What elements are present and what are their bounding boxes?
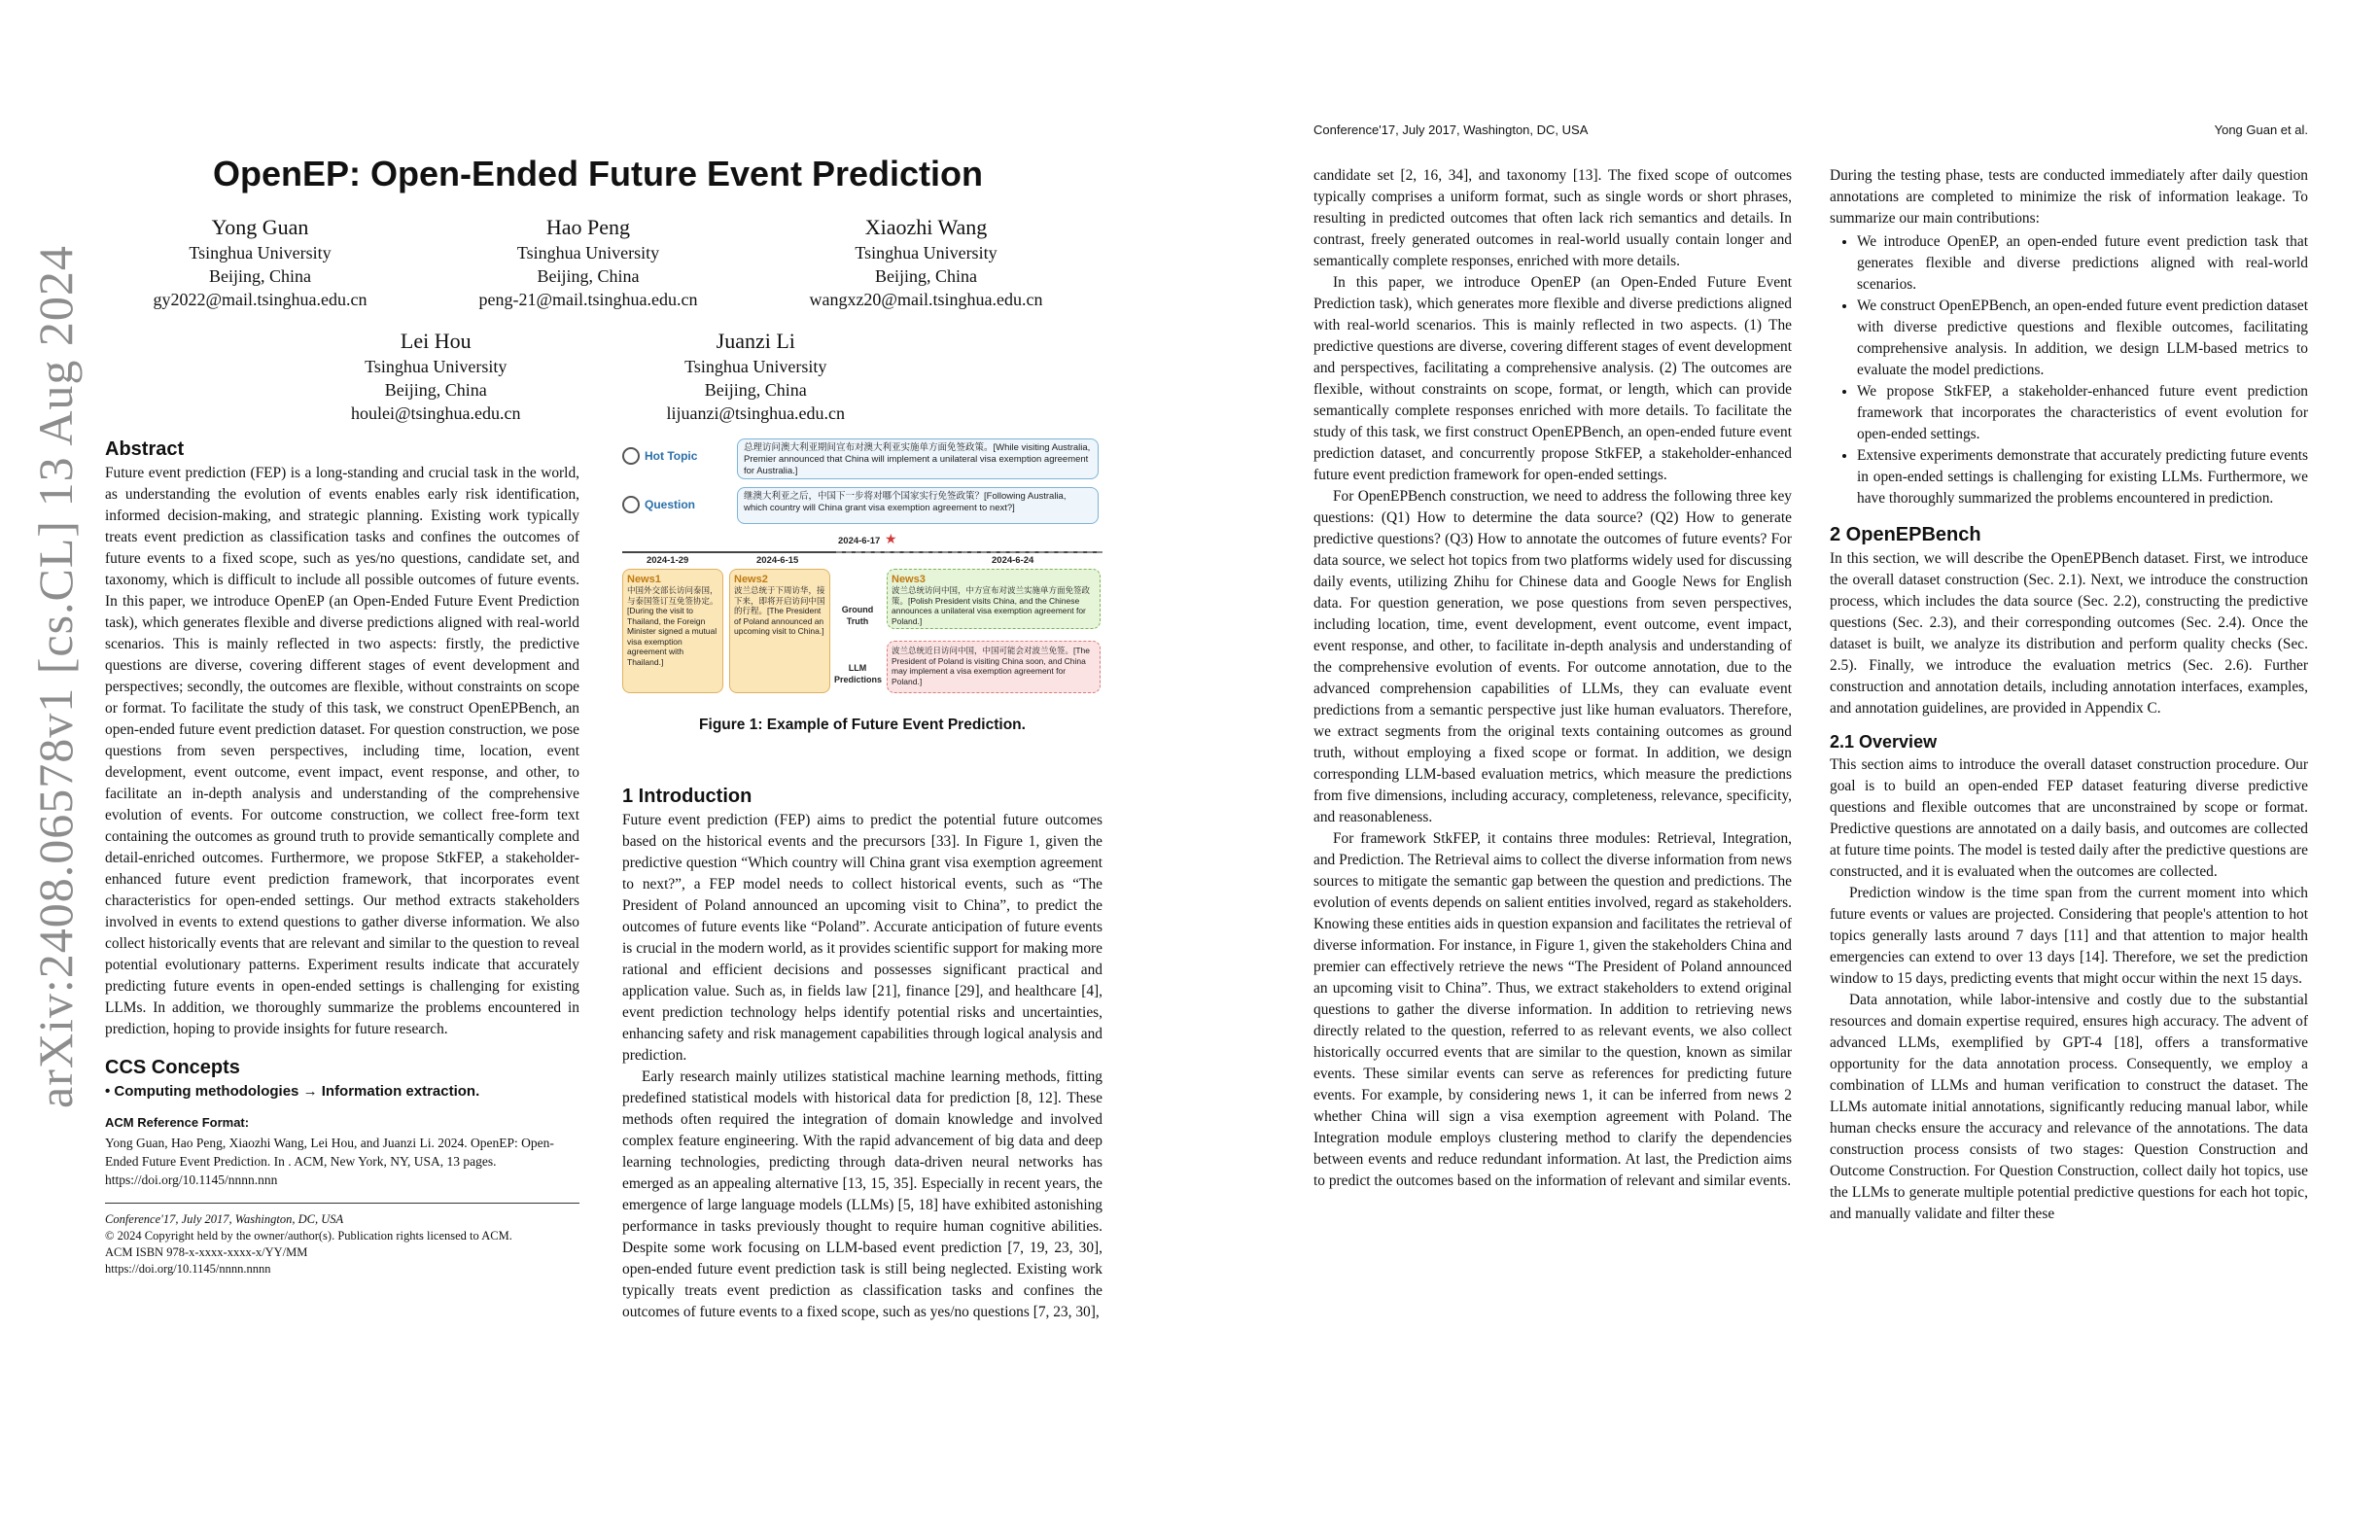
paragraph: This section aims to introduce the overall dataset construction procedure. Our goal is to build an open-ended FEP dataset featuring diverse predictive questions and flexible outcomes that are unconstrained by scope or format. Predictive questions are annotated on a daily basis, and outcomes are collected at future time points. The model is tested daily after the predictive questions are constructed, and it is evaluated when the outcomes are collected. xyxy=(1830,756,2308,880)
list-item: • We introduce OpenEP, an open-ended future event prediction task that generates flexible and diverse predictions aligned with real-world scenarios. xyxy=(1857,231,2308,296)
author-location: Beijing, China xyxy=(208,266,311,286)
author-location: Beijing, China xyxy=(874,266,977,286)
paragraph: Prediction window is the time span from the current moment into which future events or values are projected. Considering that people's attention to hot topics generally lasts around 7 days [11] and that attention to major health emergencies can extend to over 13 days [14]. Therefore, we set the prediction window to 15 days, predicting events that might occur within the next 15 days. xyxy=(1830,885,2308,987)
author-affiliation: Tsinghua University xyxy=(516,243,660,262)
news3-label: News3 xyxy=(892,574,926,585)
author-name: Juanzi Li xyxy=(716,329,795,353)
footnote-conference: Conference'17, July 2017, Washington, DC, USA xyxy=(105,1212,344,1226)
paragraph: For framework StkFEP, it contains three modules: Retrieval, Integration, and Prediction. The Retrieval aims to collect the diverse information from news sources to mitigate the semantic gap between the question and predictions. The evolution of events depends on salient entities involved, regard as stakeholders. Knowing these entities aids in question expansion and facilitates the retrieval of diverse information. For instance, in Figure 1, given the stakeholders China and premier can effectively retrieve the news “The President of Poland announced an upcoming visit to China”. Thus, we extract stakeholders to extend original questions to gather the diverse information. In addition to retrieving news directly related to the question, referred to as relevant events, we also collect historically occurred events that are similar to the question, known as similar events. These similar events can serve as references for predicting future events. For example, by considering news 1, it can be inferred from news 2 whether China will sign a visa exemption agreement with Poland. The Integration module employs clustering method to clarify the dependencies between events and reduce redundant information. At last, the Prediction aims to predict the outcomes based on the information of relevant and similar events. xyxy=(1313,830,1792,1189)
figure-caption: Figure 1: Example of Future Event Prediction. xyxy=(699,717,1026,733)
author-location: Beijing, China xyxy=(384,380,487,400)
date-2: 2024-6-15 xyxy=(756,555,799,566)
paper-title: OpenEP: Open-Ended Future Event Prediction xyxy=(212,154,984,193)
news1-card xyxy=(622,569,723,693)
timeline-future xyxy=(836,551,1102,553)
paragraph: Data annotation, while labor-intensive and costly due to the substantial resources and domain expertise required, ensures high accuracy. The advent of advanced LLMs, exemplified by GPT-4 [18], offers a transformative opportunity for the data annotation process. Consequently, we employ a combination of LLMs and human verification to construct the dataset. The LLMs automate initial annotations, significantly reducing manual labor, while human checks ensure the accuracy and relevance of the annotations. The data construction process consists of two stages: Question Construction and Outcome Construction. For Question Construction, collect daily hot topics, use the LLMs to generate multiple potential predictive questions for each hot topic, and manually validate and filter these xyxy=(1830,992,2308,1222)
llm-prediction-text: 波兰总统近日访问中国，中国可能会对波兰免签。[The President of Poland is visiting China soon, and China may implement a visa exemption agreement for Poland.] xyxy=(892,646,1091,686)
footnote-rule xyxy=(105,1203,579,1204)
author-block xyxy=(809,214,1042,311)
author-block xyxy=(478,214,697,311)
author-block xyxy=(153,214,367,311)
list-item: • We construct OpenEPBench, an open-ended future event prediction dataset with diverse predictive questions and flexible outcomes, facilitating comprehensive analysis. In addition, we design LLM-based metrics to evaluate the model predictions. xyxy=(1857,296,2308,381)
author-location: Beijing, China xyxy=(704,380,807,400)
author-location: Beijing, China xyxy=(537,266,640,286)
ccs-heading: CCS Concepts xyxy=(105,1057,240,1078)
right-page xyxy=(1190,0,2380,1540)
footnote-copyright: © 2024 Copyright held by the owner/author(s). Publication rights licensed to ACM. xyxy=(105,1229,512,1242)
section-2-heading: 2 OpenEPBench xyxy=(1830,524,1981,545)
hot-topic-label: Hot Topic xyxy=(645,449,698,463)
author-email: lijuanzi@tsinghua.edu.cn xyxy=(666,403,846,423)
intro-paragraph-2: Early research mainly utilizes statistical machine learning methods, fitting predefined statistical models with historical data for prediction [8, 12]. These methods often required the integration of domain knowledge and involved complex feature engineering. With the rapid advancement of big data and deep learning technologies, predicting through data-driven neural networks has emerged as an appealing alternative [13, 15, 35]. Especially in recent years, the emergence of large language models (LLMs) [5, 18] have exhibited astonishing performance in tasks previously thought to require human cognitive abilities. Despite some work focusing on LLM-based event prediction [7, 19, 23, 30], open-ended future event prediction task is still being neglected. Existing work typically treats event prediction as classification tasks and confines the outcomes of future events to a fixed scope, such as yes/no questions [7, 23, 30], xyxy=(622,1068,1102,1320)
question-tag xyxy=(622,493,729,516)
ground-truth-label: Ground Truth xyxy=(841,605,874,626)
author-email: peng-21@mail.tsinghua.edu.cn xyxy=(478,290,698,309)
author-email: houlei@tsinghua.edu.cn xyxy=(350,403,521,423)
news2-text: 波兰总统于下周访华，接下来，即将开启访问中国的行程。[The President of Poland announced an upcoming visit to China.] xyxy=(734,585,825,636)
robot-icon xyxy=(622,496,640,513)
acm-reference-heading: ACM Reference Format: xyxy=(105,1115,250,1130)
author-block xyxy=(667,328,846,425)
running-head-left: Conference'17, July 2017, Washington, DC, USA xyxy=(1313,122,1589,137)
left-column-1 xyxy=(105,436,579,1278)
star-icon: ★ xyxy=(885,533,897,547)
date-1: 2024-1-29 xyxy=(647,555,689,566)
right-column-2 xyxy=(1830,165,2308,1225)
author-name: Hao Peng xyxy=(545,215,631,239)
paragraph: In this paper, we introduce OpenEP (an Open-Ended Future Event Prediction task), which generates more flexible and diverse predictions aligned with real-world scenarios. This is mainly reflected in two aspects. (1) The predictive questions are diverse, covering different stages of event development and perspectives, facilitating a comprehensive analysis. (2) The outcomes are flexible, without constraints on scope, format, or length, which can provide semantically complete responses enriched with more details. To facilitate the study of this task, we first construct OpenEPBench, an open-ended future event prediction dataset, and concurrently propose StkFEP, a stakeholder-enhanced future event prediction framework for open-ended settings. xyxy=(1313,274,1792,483)
paragraph: In this section, we will describe the OpenEPBench dataset. First, we introduce the overall dataset construction (Sec. 2.1). Next, we introduce the construction process, which includes the data source (Sec. 2.2), constructing the predictive questions (Sec. 2.3), and their corresponding outcomes (Sec. 2.4). Once the dataset is built, we analyze its distribution and perform quality checks (Sec. 2.5). Finally, we introduce the evaluation metrics (Sec. 2.6). Further construction and annotation details, including annotation interfaces, examples, and annotation guidelines, are provided in Appendix C. xyxy=(1830,550,2308,717)
news3-card xyxy=(887,569,1101,629)
acm-reference-text: Yong Guan, Hao Peng, Xiaozhi Wang, Lei Hou, and Juanzi Li. 2024. OpenEP: Open-Ended Future Event Prediction. In . ACM, New York, NY, USA, 13 pages. https://doi.org/10.1145/nnnn.nnn xyxy=(105,1136,554,1187)
left-column-2 xyxy=(622,783,1102,1323)
authors-row-1 xyxy=(97,214,1099,311)
paragraph: candidate set [2, 16, 34], and taxonomy [13]. The fixed scope of outcomes typically comprises a uniform format, such as single words or short phrases, resulting in predicted outcomes that often lack rich semantics and details. In contrast, freely generated outcomes in real-world usually contain longer and semantically complete responses, enriched with more details. xyxy=(1313,167,1792,269)
paragraph: During the testing phase, tests are conducted immediately after daily question annotations are completed to minimize the risk of information leakage. To summarize our main contributions: xyxy=(1830,167,2308,227)
author-name: Xiaozhi Wang xyxy=(864,215,988,239)
author-affiliation: Tsinghua University xyxy=(855,243,998,262)
question-label: Question xyxy=(645,498,696,511)
author-affiliation: Tsinghua University xyxy=(189,243,332,262)
llm-predictions-label: LLM Predictions xyxy=(834,663,883,684)
footnote-doi: https://doi.org/10.1145/nnnn.nnnn xyxy=(105,1262,271,1276)
paragraph: For OpenEPBench construction, we need to address the following three key questions: (Q1) How to determine the data source? (Q2) How to generate predictive questions? (Q3) How to annotate the outcomes of future events? For data source, we select hot topics from two platforms widely used for discussing daily events, utilizing Zhihu for Chinese data and Google News for English data. For question generation, we pose questions from seven perspectives, including location, time, event development, event outcome, event impact, event response, and other, to facilitate in-depth analysis and understanding of the comprehensive evolution of events. For outcome annotation, due to the advanced comprehension capabilities of LLMs, they can evaluate event predictions from a semantic perspective just like human evaluators. Therefore, we extract segments from the original texts containing outcomes as ground truth, without employing a fixed scope or format. In addition, we design corresponding LLM-based evaluation metrics, which measure the predictions from five dimensions, including accuracy, completeness, relevance, specificity, and reasonableness. xyxy=(1313,488,1792,825)
arxiv-stamp: arXiv:2408.06578v1 [cs.CL] 13 Aug 2024 xyxy=(28,245,83,1108)
hot-topic-text: 总理访问澳大利亚期间宣布对澳大利亚实施单方面免签政策。[While visiting Australia, Premier announced that China will implement a unilateral visa exemption agreement for Australia.] xyxy=(744,442,1091,476)
figure-1 xyxy=(622,433,1102,715)
date-3: 2024-6-24 xyxy=(992,555,1034,566)
intro-heading: 1 Introduction xyxy=(622,786,752,807)
abstract-heading: Abstract xyxy=(105,438,185,460)
news3-text: 波兰总统访问中国，中方宣布对波兰实施单方面免签政策。[Polish President visits China, and the Chinese announces a unilateral visa exemption agreement for Poland.] xyxy=(892,585,1091,626)
running-head-right: Yong Guan et al. xyxy=(2214,122,2308,137)
news1-label: News1 xyxy=(627,574,661,585)
news2-card xyxy=(729,569,830,693)
question-text: 继澳大利亚之后，中国下一步将对哪个国家实行免签政策？[Following Australia, which country will China grant visa exemption agreement to next?] xyxy=(744,491,1067,513)
author-name: Lei Hou xyxy=(400,329,472,353)
abstract-text: Future event prediction (FEP) is a long-standing and crucial task in the world, as understanding the evolution of events enables early risk identification, informed decision-making, and strategic planning. Existing work typically treats event prediction as classification tasks and confines the outcomes of future events to a fixed scope, such as yes/no questions, candidate set, and taxonomy, which is difficult to include all possible outcomes of future events. In this paper, we introduce OpenEP (an Open-Ended Future Event Prediction task), which generates flexible and diverse predictions aligned with real-world scenarios. This is mainly reflected in two aspects: firstly, the predictive questions are diverse, covering different stages of event development and perspectives; secondly, the outcomes are flexible, without constraints on scope or format. To facilitate the study of this task, we construct OpenEPBench, an open-ended future event prediction dataset. For question construction, we pose questions from seven perspectives, including time, location, event development, event outcome, event impact, event response, and other, to facilitate an in-depth analysis and understanding of the comprehensive evolution of events. For outcome construction, we collect free-form text containing the outcomes as ground truth to provide semantically complete and detail-enriched outcomes. Furthermore, we propose StkFEP, a stakeholder-enhanced future event prediction framework, that incorporates event characteristics for open-ended settings. Our method extracts stakeholders involved in events to extend questions to gather diverse information. We also collect historically events that are relevant and similar to the question to reveal potential evolutionary patterns. Experiment results indicate that accurately predicting future events in open-ended settings is challenging for existing LLMs. In addition, we thoroughly summarize the problems encountered in prediction, hoping to provide insights for future research. xyxy=(105,465,579,1037)
robot-icon xyxy=(622,447,640,465)
author-affiliation: Tsinghua University xyxy=(684,357,827,376)
author-block xyxy=(351,328,521,425)
author-affiliation: Tsinghua University xyxy=(365,357,508,376)
ccs-concepts: • Computing methodologies → Information extraction. xyxy=(105,1083,480,1100)
hot-topic-box xyxy=(737,438,1099,479)
list-item: • We propose StkFEP, a stakeholder-enhanced future event prediction framework that incorporates the characteristics of event evolution for open-ended settings. xyxy=(1857,381,2308,445)
section-2-1-heading: 2.1 Overview xyxy=(1830,732,1938,752)
date-now: 2024-6-17 xyxy=(838,536,881,546)
author-name: Yong Guan xyxy=(211,215,309,239)
question-box xyxy=(737,487,1099,524)
hot-topic-tag xyxy=(622,444,729,468)
llm-prediction-card xyxy=(887,641,1101,693)
list-item: • Extensive experiments demonstrate that accurately predicting future events in open-ended settings is challenging for existing LLMs. Furthermore, we have thoroughly summarized the problems encountered in prediction. xyxy=(1857,445,2308,509)
author-email: gy2022@mail.tsinghua.edu.cn xyxy=(153,290,368,309)
news1-text: 中国外交部长访问泰国，与泰国签订互免签协定。[During the visit to Thailand, the Foreign Minister signed a mutual visa exemption agreement with Thailand.] xyxy=(627,585,718,667)
author-email: wangxz20@mail.tsinghua.edu.cn xyxy=(809,290,1043,309)
right-column-1 xyxy=(1313,165,1792,1192)
news2-label: News2 xyxy=(734,574,768,585)
authors-row-2 xyxy=(97,328,1099,425)
intro-paragraph-1: Future event prediction (FEP) aims to predict the potential future outcomes based on the historical events and the precursors [33]. In Figure 1, given the predictive question “Which country will China grant visa exemption agreement to next?”, a FEP model needs to collect historical events, such as “The President of Poland announced an upcoming visit to China”, to predict the outcomes of future events like “Poland”. Accurate anticipation of future events is crucial in the modern world, as it provides scientific support for making more rational and efficient decisions and possesses significant practical and application value. Such as, in fields law [21], finance [29], and healthcare [4], event prediction technology helps identify potential risks and uncertainties, enhancing safety and risk management capabilities through logical analysis and prediction. xyxy=(622,812,1102,1064)
contributions-list xyxy=(1830,231,2308,509)
footnote-isbn: ACM ISBN 978-x-xxxx-xxxx-x/YY/MM xyxy=(105,1245,308,1259)
